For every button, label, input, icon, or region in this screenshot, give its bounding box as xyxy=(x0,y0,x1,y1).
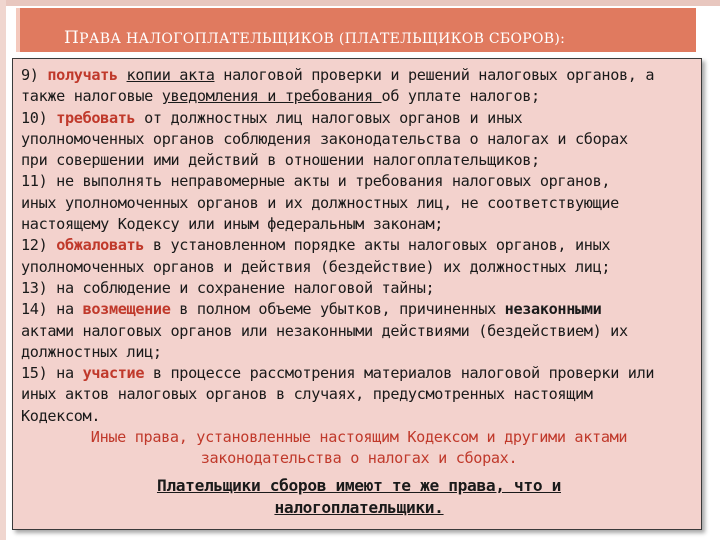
item-9-underlined-2: уведомления и требования xyxy=(161,87,382,106)
title-first-letter: П xyxy=(64,28,80,48)
item-14-line-1 xyxy=(21,299,697,320)
final-note-line-2: налогоплательщики. xyxy=(274,497,444,517)
title-part-2: ЛАТЕЛЬЩИКОВ СБОРОВ): xyxy=(357,31,566,47)
item-12-line-2: уполномоченных органов и действия (бездействие) их должностных лиц; xyxy=(21,257,611,276)
item-9-line-1 xyxy=(21,65,697,86)
item-15-line-3: Кодексом. xyxy=(21,406,101,425)
slide-frame-top xyxy=(0,0,720,6)
item-9-number: 9) xyxy=(21,66,48,84)
item-13-line-1: 13) на соблюдение и сохранение налоговой тайны; xyxy=(21,278,435,297)
item-14-keyword: возмещение xyxy=(82,300,171,319)
final-note xyxy=(21,475,697,519)
item-14-text-1: в полном объеме убытков, причиненных xyxy=(170,300,505,319)
item-10-number: 10) xyxy=(21,108,57,127)
item-9-space xyxy=(118,66,127,84)
item-15-number: 15) на xyxy=(21,364,83,383)
other-rights-line-2: законодательства о налогах и сборах. xyxy=(200,449,518,468)
item-11-line-2: иных уполномоченных органов и их должностных лиц, не соответствующие xyxy=(21,193,619,212)
title-part-1: РАВА НАЛОГОПЛАТЕЛЬЩИКОВ ( xyxy=(79,31,345,47)
title-part-2-letter: П xyxy=(344,31,358,47)
slide-frame-left xyxy=(0,0,6,540)
item-12-keyword: обжаловать xyxy=(56,236,145,255)
item-14-line-2: актами налоговых органов или незаконными действиями (бездействием) их xyxy=(21,321,628,340)
item-9-text-1: налоговой проверки и решений налоговых органов, а xyxy=(214,66,655,84)
item-12-line-1 xyxy=(21,235,697,256)
item-11-line-3: настоящему Кодексу или иным федеральным законам; xyxy=(21,215,444,234)
item-15-line-2: иных актов налоговых органов в случаях, предусмотренных настоящим xyxy=(21,385,593,404)
item-11-line-1: 11) не выполнять неправомерные акты и требования налоговых органов, xyxy=(21,172,611,191)
item-14-number: 14) на xyxy=(21,300,83,319)
item-15-keyword: участие xyxy=(82,364,145,383)
item-14-keyword-2: незаконными xyxy=(504,300,602,319)
final-note-line-1: Плательщики сборов имеют те же права, что и xyxy=(156,475,561,495)
item-10-keyword: требовать xyxy=(56,108,136,127)
item-15-text-1: в процессе рассмотрения материалов налоговой проверки или xyxy=(144,364,655,383)
item-9-underlined-1: копии акта xyxy=(126,66,215,84)
rights-list xyxy=(21,65,697,519)
item-10-text-1: от должностных лиц налоговых органов и иных xyxy=(135,108,523,127)
item-9-keyword: получать xyxy=(47,66,118,84)
item-9-text-2b: об уплате налогов; xyxy=(381,87,540,106)
item-9-text-2a: также налоговые xyxy=(21,87,162,106)
item-10-line-1 xyxy=(21,108,697,129)
other-rights-line-1: Иные права, установленные настоящим Кодексом и другими актами xyxy=(90,428,628,447)
item-12-number: 12) xyxy=(21,236,57,255)
item-9-line-2 xyxy=(21,86,697,107)
title-bar xyxy=(16,8,696,52)
item-10-line-3: при совершении ими действий в отношении налогоплательщиков; xyxy=(21,151,540,170)
item-15-line-1 xyxy=(21,363,697,384)
item-12-text-1: в установленном порядке акты налоговых органов, иных xyxy=(144,236,611,255)
content-box xyxy=(12,58,702,530)
item-14-line-3: должностных лиц; xyxy=(21,342,162,361)
item-10-line-2: уполномоченных органов соблюдения законодательства о налогах и сборах xyxy=(21,129,628,148)
slide-title xyxy=(64,28,565,48)
